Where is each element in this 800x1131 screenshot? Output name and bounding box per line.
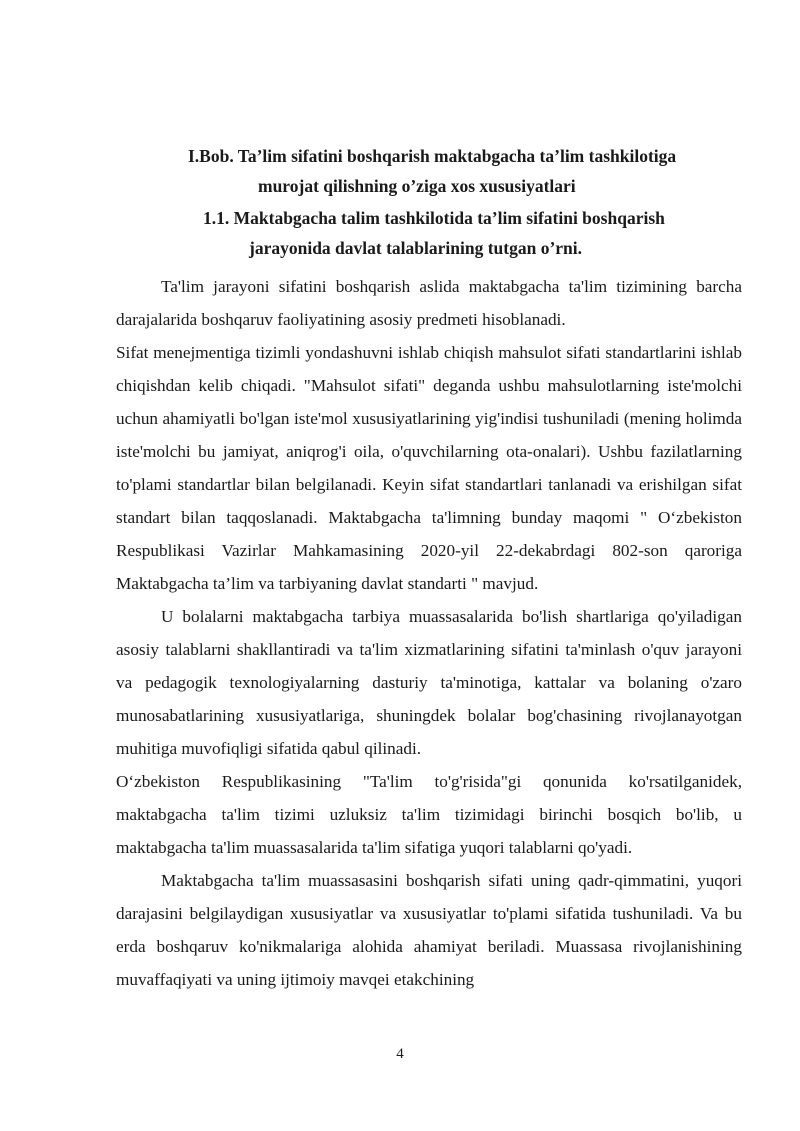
chapter-title-line-2: murojat qilishning o’ziga xos xususiyatlari	[258, 176, 576, 196]
paragraph: U bolalarni maktabgacha tarbiya muassasalarida bo'lish shartlariga qo'yiladigan asosiy talablarni shakllantiradi va ta'lim xizmatlarining sifatini ta'minlash o'quv jarayoni va pedagogik texnologiyalarning dasturiy ta'minotiga, kattalar va bolaning o'zaro munosabatlarining xususiyatlariga, shuningdek bolalar bog'chasining rivojlanayotgan muhitiga muvofiqligi sifatida qabul qilinadi.	[116, 607, 742, 758]
paragraph: O‘zbekiston Respublikasining "Ta'lim to'g'risida"gi qonunida ko'rsatilganidek, maktabgacha ta'lim tizimi uzluksiz ta'lim tizimidagi birinchi bosqich bo'lib, u maktabgacha ta'lim muassasalarida ta'lim sifatiga yuqori talablarni qo'yadi.	[116, 772, 742, 857]
paragraph: Maktabgacha ta'lim muassasasini boshqarish sifati uning qadr-qimmatini, yuqori darajasini belgilaydigan xususiyatlar va xususiyatlar to'plami sifatida tushuniladi. Va bu erda boshqaruv ko'nikmalariga alohida ahamiyat beriladi. Muassasa rivojlanishining muvaffaqiyati va uning ijtimoiy mavqei etakchining	[116, 871, 742, 989]
body-text	[116, 270, 742, 996]
section-title-line-1: 1.1. Maktabgacha talim tashkilotida ta’lim sifatini boshqarish	[203, 208, 665, 228]
chapter-title-line-1: I.Bob. Ta’lim sifatini boshqarish maktabgacha ta’lim tashkilotiga	[188, 146, 677, 166]
section-title-line-2: jarayonida davlat talablarining tutgan o’rni.	[249, 238, 583, 258]
page-number: 4	[396, 1046, 404, 1062]
paragraph: Sifat menejmentiga tizimli yondashuvni ishlab chiqish mahsulot sifati standartlarini ishlab chiqishdan kelib chiqadi. "Mahsulot sifati" deganda ushbu mahsulotlarning iste'molchi uchun ahamiyatli bo'lgan iste'mol xususiyatlarining yig'indisi tushuniladi (mening holimda iste'molchi bu jamiyat, aniqrog'i oila, o'quvchilarning ota-onalari). Ushbu fazilatlarning to'plami standartlar bilan belgilanadi. Keyin sifat standartlari tanlanadi va erishilgan sifat standart bilan taqqoslanadi. Maktabgacha ta'limning bunday maqomi " O‘zbekiston Respublikasi Vazirlar Mahkamasining 2020-yil 22-dekabrdagi 802-son qaroriga Maktabgacha ta’lim va tarbiyaning davlat standarti " mavjud.	[116, 343, 742, 593]
paragraph: Ta'lim jarayoni sifatini boshqarish aslida maktabgacha ta'lim tizimining barcha darajalarida boshqaruv faoliyatining asosiy predmeti hisoblanadi.	[116, 277, 742, 329]
